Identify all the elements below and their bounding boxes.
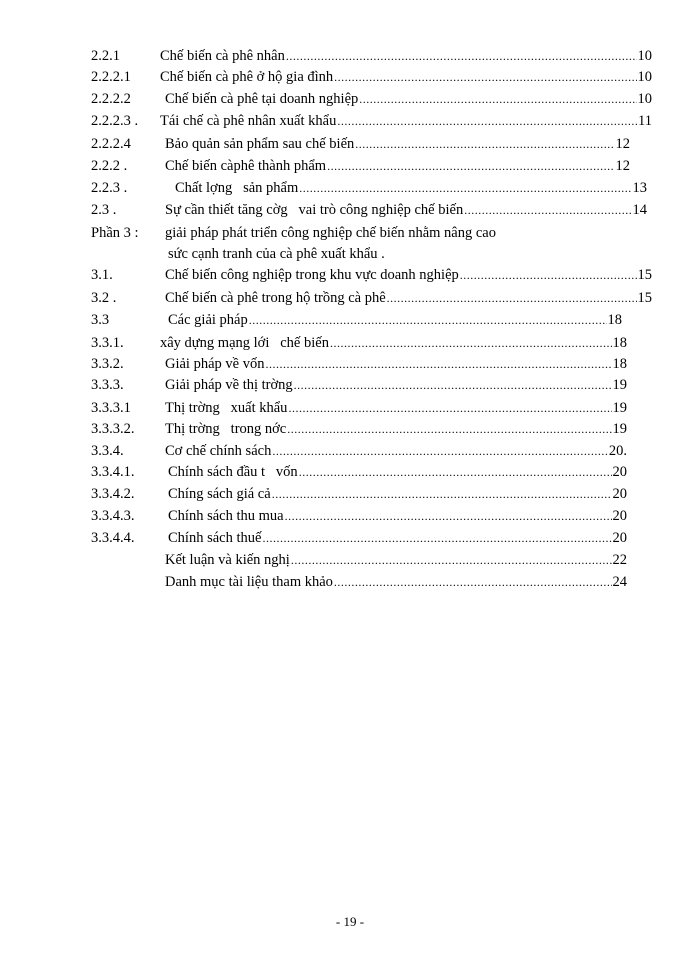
toc-leader-dots [299,179,631,197]
toc-row [0,179,700,197]
toc-page-number: 19 [612,421,627,437]
toc-row [0,135,700,153]
toc-row [0,157,700,175]
toc-section-number: 3.3.4.4. [91,530,135,546]
toc-leader-dots [272,485,612,503]
toc-row [0,47,700,65]
toc-title: Giải pháp về vốn [165,356,265,372]
toc-page-number: 22 [612,552,627,568]
toc-section-number: 2.2.2.1 [91,69,131,85]
toc-title: Chính sách thu mua [168,508,284,524]
toc-title: Thị trờng xuất khẩu [165,400,288,416]
toc-leader-dots [288,399,611,417]
toc-leader-dots [330,334,612,352]
toc-section-number: 2.2.3 . [91,180,128,196]
toc-title: Chính sách thuế [168,530,262,546]
toc-entry [168,485,627,503]
toc-page-number: 19 [612,377,627,393]
toc-row [0,311,700,329]
toc-row [0,245,700,263]
toc-row [0,68,700,86]
toc-row [0,463,700,481]
toc-leader-dots [265,355,611,373]
toc-leader-dots [294,376,612,394]
toc-title: Chế biến càphê thành phẩm [165,158,327,174]
toc-page-number: 19 [612,400,627,416]
toc-leader-dots [287,420,611,438]
toc-entry [165,90,652,108]
toc-entry [165,420,627,438]
toc-entry [160,112,652,130]
toc-page-number: 20. [608,443,627,459]
toc-entry [165,442,627,460]
toc-entry [168,507,627,525]
toc-title: sức cạnh tranh của cà phê xuất khẩu . [168,246,385,262]
toc-leader-dots [359,90,636,108]
toc-leader-dots [286,47,637,65]
toc-leader-dots [272,442,608,460]
toc-title: Chính sách đầu t vốn [168,464,298,480]
toc-section-number: 3.3 [91,312,110,328]
toc-section-number: 3.3.4.3. [91,508,135,524]
toc-title: Thị trờng trong nớc [165,421,287,437]
toc-row [0,573,700,591]
toc-entry [175,179,647,197]
toc-title: Danh mục tài liệu tham khảo [165,574,333,590]
toc-leader-dots [334,68,636,86]
toc-leader-dots [337,112,637,130]
toc-leader-dots [291,551,612,569]
toc-leader-dots [249,311,607,329]
toc-page-number: 10 [637,69,652,85]
toc-row [0,529,700,547]
toc-section-number: 3.3.4.1. [91,464,135,480]
toc-entry [168,529,627,547]
toc-row [0,289,700,307]
toc-leader-dots [334,573,612,591]
toc-row [0,442,700,460]
toc-page-number: 12 [615,136,630,152]
toc-row [0,112,700,130]
toc-section-number: 2.2.2.3 . [91,113,139,129]
toc-entry [160,47,652,65]
toc-page-number: 18 [612,356,627,372]
toc-entry [165,355,627,373]
toc-section-number: 3.1. [91,267,113,283]
toc-row [0,551,700,569]
toc-title: Bảo quản sản phẩm sau chế biến [165,136,355,152]
toc-page-number: 15 [637,290,652,306]
toc-page-number: 10 [637,91,652,107]
toc-row [0,355,700,373]
toc-leader-dots [355,135,614,153]
toc-title: Cơ chế chính sách [165,443,272,459]
page-number: - 19 - [335,914,365,929]
toc-title: giải pháp phát triển công nghiệp chế biến nhằm nâng cao [165,225,496,241]
toc-entry [165,157,630,175]
toc-section-number: 3.3.1. [91,335,124,351]
toc-leader-dots [327,157,614,175]
toc-section-number: 3.3.4.2. [91,486,135,502]
toc-leader-dots [460,266,637,284]
toc-title: Kết luận và kiến nghị [165,552,290,568]
toc-title: xây dựng mạng lới chế biến [160,335,329,351]
toc-page-number: 14 [632,202,647,218]
toc-page-number: 24 [612,574,627,590]
toc-page-number: 10 [637,48,652,64]
toc-title: Giải pháp về thị trờng [165,377,293,393]
toc-section-number: 2.2.2 . [91,158,128,174]
toc-entry [165,376,627,394]
toc-row [0,507,700,525]
toc-page-number: 13 [632,180,647,196]
toc-row [0,376,700,394]
toc-entry [165,551,627,569]
toc-section-number: 2.2.2.2 [91,91,131,107]
toc-page-number: 20 [612,464,627,480]
toc-title: Chế biến cà phê nhân [160,48,285,64]
toc-row [0,420,700,438]
toc-section-number: 3.2 . [91,290,117,306]
toc-page-number: 18 [612,335,627,351]
toc-entry [160,68,652,86]
toc-row [0,201,700,219]
toc-section-number: 3.3.3. [91,377,124,393]
toc-entry [168,245,652,263]
toc-page-number: 20 [612,486,627,502]
toc-row [0,334,700,352]
toc-entry [165,573,627,591]
toc-leader-dots [285,507,612,525]
toc-row [0,485,700,503]
toc-entry [165,289,652,307]
toc-row [0,266,700,284]
toc-row [0,90,700,108]
toc-title: Chế biến công nghiệp trong khu vực doanh nghiệp [165,267,459,283]
toc-section-number: 3.3.3.2. [91,421,135,437]
toc-section-number: 2.3 . [91,202,117,218]
toc-section-number: 3.3.4. [91,443,124,459]
toc-section-number: Phần 3 : [91,225,139,241]
toc-entry [165,135,630,153]
toc-section-number: 2.2.2.4 [91,136,131,152]
toc-page-number: 20 [612,508,627,524]
toc-title: Chế biến cà phê trong hộ trồng cà phê [165,290,386,306]
toc-page-number: 18 [607,312,622,328]
toc-title: Các giải pháp [168,312,248,328]
toc-entry [165,399,627,417]
toc-row [0,224,700,242]
toc-entry [165,224,652,242]
toc-title: Chế biến cà phê tại doanh nghiệp [165,91,359,107]
toc-title: Sự cần thiết tăng cờg vai trò công nghiệp chế biến [165,202,464,218]
toc-section-number: 2.2.1 [91,48,120,64]
toc-title: Chế biến cà phê ở hộ gia đình [160,69,334,85]
toc-row [0,399,700,417]
toc-entry [160,334,627,352]
toc-title: Chất lợng sản phẩm [175,180,299,196]
toc-leader-dots [299,463,612,481]
toc-entry [168,311,622,329]
toc-section-number: 3.3.2. [91,356,124,372]
toc-page-number: 15 [637,267,652,283]
toc-section-number: 3.3.3.1 [91,400,131,416]
toc-leader-dots [262,529,611,547]
toc-page-number: 20 [612,530,627,546]
toc-title: Tái chế cà phê nhân xuất khẩu [160,113,337,129]
toc-leader-dots [464,201,631,219]
toc-page-number: 12 [615,158,630,174]
toc-entry [165,201,647,219]
toc-leader-dots [387,289,637,307]
toc-page-number: 11 [638,113,652,129]
toc-entry [165,266,652,284]
toc-entry [168,463,627,481]
toc-title: Chíng sách giá cả [168,486,271,502]
